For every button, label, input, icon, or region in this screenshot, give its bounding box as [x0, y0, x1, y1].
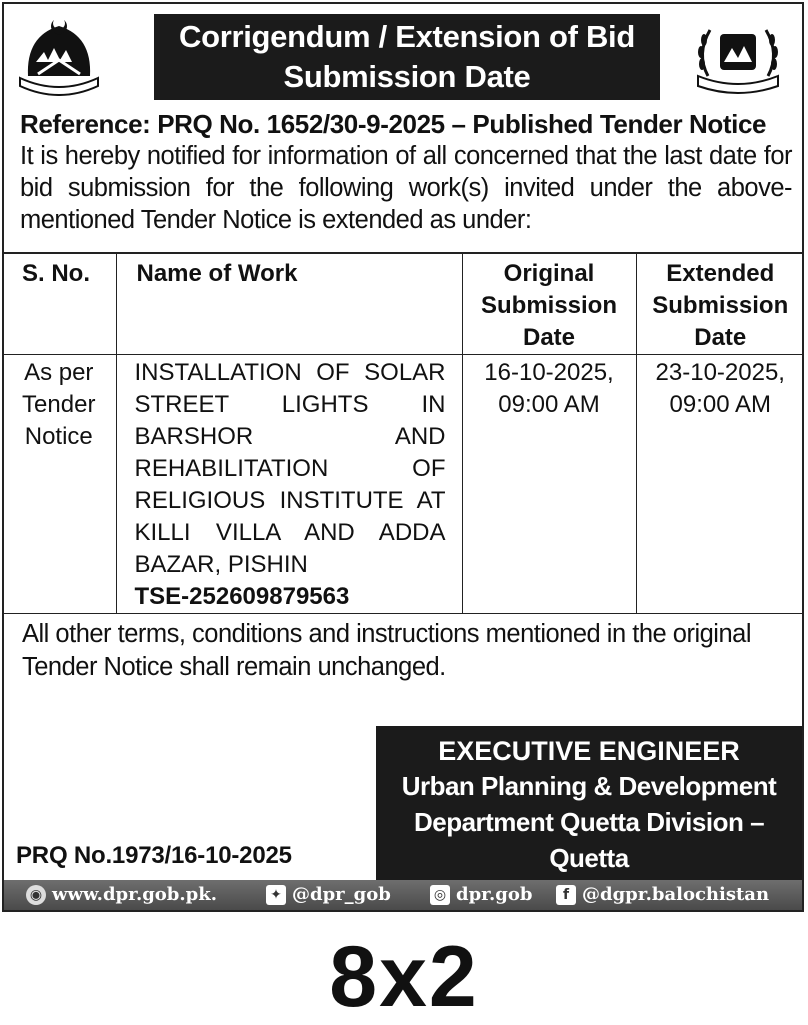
globe-icon: ◉: [26, 885, 46, 905]
work-line: BAZAR, PISHIN: [134, 551, 308, 578]
work-table: [2, 252, 804, 614]
instagram-icon: ◎: [430, 885, 450, 905]
work-line: KILLI VILLA AND ADDA: [134, 519, 446, 546]
header-original-l3: Date: [522, 324, 576, 351]
header-original-l1: Original: [503, 260, 595, 287]
sno-line-3: Notice: [24, 423, 93, 450]
facebook-handle: @dgpr.balochistan: [582, 884, 770, 905]
extended-time: 09:00 AM: [669, 391, 771, 418]
cell-work: [116, 355, 462, 614]
website-link[interactable]: [26, 884, 217, 905]
table-header-row: [2, 253, 804, 355]
website-text: www.dpr.gob.pk.: [52, 884, 217, 905]
header-extended-l2: Submission: [652, 292, 789, 319]
dgpr-emblem-icon: [688, 16, 788, 96]
header-original-date: [462, 253, 636, 355]
instagram-link[interactable]: [430, 884, 532, 905]
ad-size-label: 8x2: [329, 929, 479, 1025]
header-extended-l3: Date: [694, 324, 747, 351]
work-line: REHABILITATION OF: [134, 455, 446, 482]
work-line: INSTALLATION OF SOLAR: [134, 359, 446, 386]
header-extended-l1: Extended: [666, 260, 775, 287]
original-time: 09:00 AM: [498, 391, 600, 418]
cell-original-date: [462, 355, 636, 614]
work-line: STREET LIGHTS IN: [134, 391, 446, 418]
sno-line-1: As per: [24, 359, 94, 386]
twitter-handle: @dpr_gob: [292, 884, 391, 905]
reference-line: Reference: PRQ No. 1652/30-9-2025 – Published Tender Notice: [20, 109, 767, 139]
title-line-2: Submission Date: [283, 59, 531, 94]
original-date: 16-10-2025,: [484, 359, 614, 386]
extended-date: 23-10-2025,: [655, 359, 785, 386]
facebook-link[interactable]: [556, 884, 769, 905]
cell-extended-date: [636, 355, 804, 614]
header-extended-date: [636, 253, 804, 355]
twitter-icon: ✦: [266, 885, 286, 905]
social-bar: [4, 880, 802, 910]
signatory-department: [376, 768, 802, 876]
notice-header: [4, 4, 802, 104]
cell-sno: [2, 355, 116, 614]
signatory-title: EXECUTIVE ENGINEER: [438, 736, 740, 766]
tender-notice: [2, 2, 804, 912]
closing-paragraph: All other terms, conditions and instructions mentioned in the original Tender Notice shall remain unchanged.: [22, 620, 751, 681]
notice-title: [154, 14, 660, 100]
department-line-1: Urban Planning & Development: [401, 771, 777, 801]
instagram-handle: dpr.gob: [456, 884, 533, 905]
department-line-3: Quetta: [549, 843, 629, 873]
prq-number: PRQ No.1973/16-10-2025: [16, 842, 292, 869]
work-line: RELIGIOUS INSTITUTE AT: [134, 487, 446, 514]
government-seal-icon: [14, 16, 104, 96]
signature-block: [376, 726, 802, 880]
header-sno: S. No.: [2, 253, 116, 355]
header-work: Name of Work: [116, 253, 462, 355]
sno-line-2: Tender: [22, 391, 96, 418]
intro-section: [20, 108, 792, 236]
title-line-1: Corrigendum / Extension of Bid: [178, 19, 635, 54]
intro-paragraph: It is hereby notified for information of all concerned that the last date for bid submission for the following work(s) invited under the above-mentioned Tender Notice is extended as under:: [20, 142, 792, 234]
table-row: [2, 355, 804, 614]
header-original-l2: Submission: [480, 292, 618, 319]
facebook-icon: f: [556, 885, 576, 905]
tse-number: TSE-252609879563: [134, 583, 350, 610]
work-line: BARSHOR AND: [134, 423, 446, 450]
twitter-link[interactable]: [266, 884, 391, 905]
department-line-2: Department Quetta Division –: [413, 807, 765, 837]
